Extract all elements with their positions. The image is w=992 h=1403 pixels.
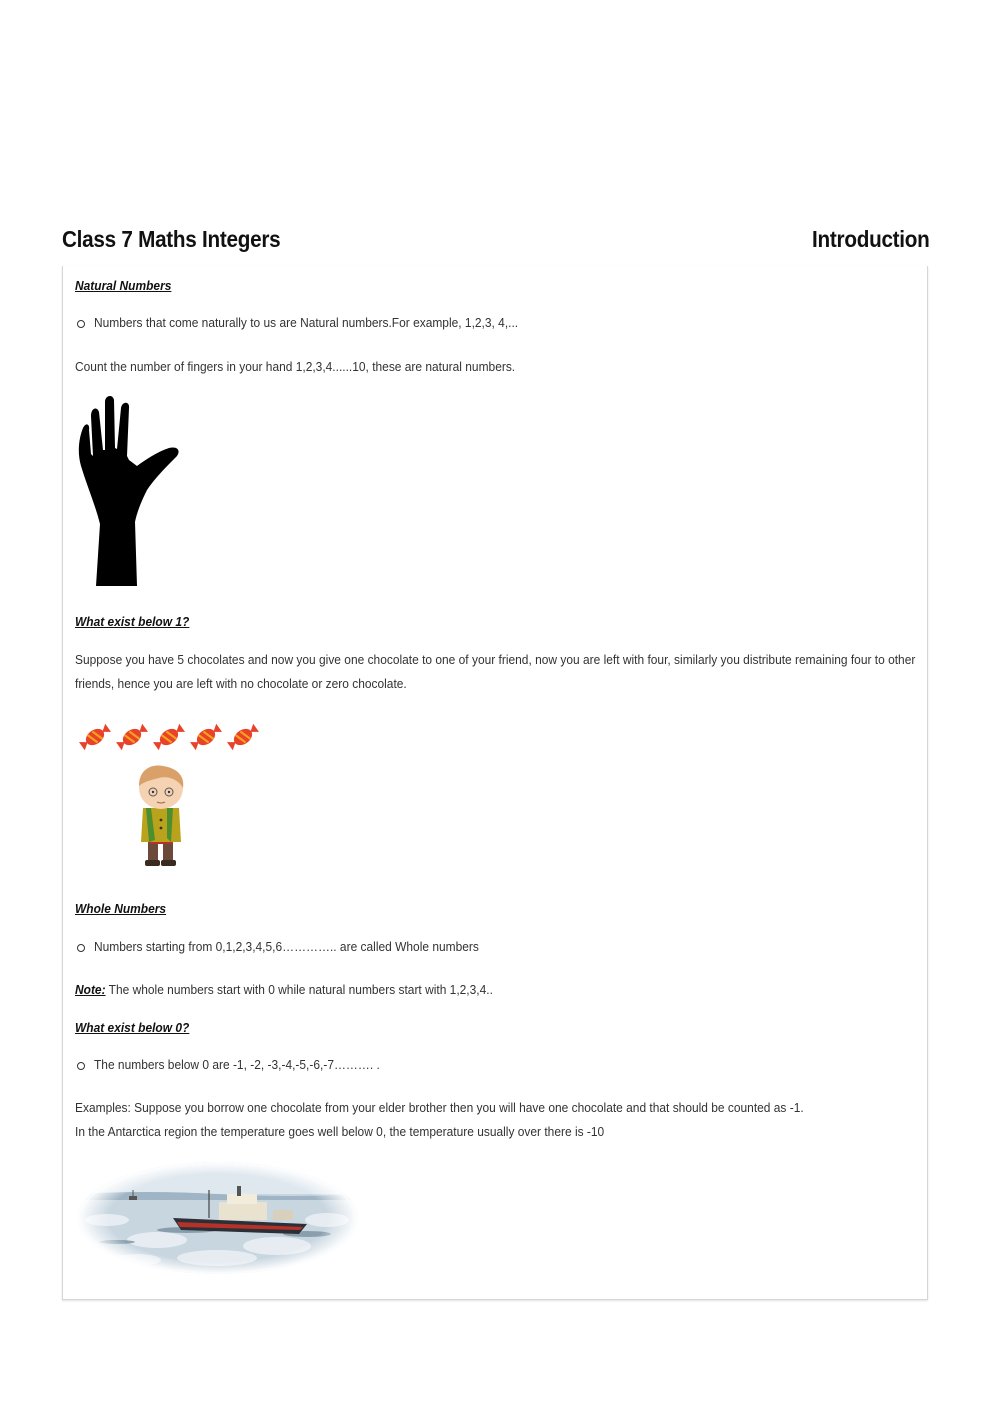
note-text: The whole numbers start with 0 while natural numbers start with 1,2,3,4.. <box>105 982 493 997</box>
candy-icon <box>226 722 260 752</box>
candy-icon <box>78 722 112 752</box>
whole-numbers-note <box>75 982 493 997</box>
natural-numbers-heading: Natural Numbers <box>75 278 172 293</box>
page-header <box>62 226 930 253</box>
below-zero-bullet: The numbers below 0 are -1, -2, -3,-4,-5,-6,-7………. . <box>94 1057 380 1072</box>
boy-illustration <box>133 762 193 870</box>
below-one-text: Suppose you have 5 chocolates and now you give one chocolate to one of your friend, now you are left with four, similarly you distribute remaining four to other friends, hence you are left with no chocolate or zero chocolate. <box>75 652 916 691</box>
candy-icon <box>189 722 223 752</box>
example-antarctica-text: In the Antarctica region the temperature goes well below 0, the temperature usually over there is -10 <box>75 1124 605 1139</box>
icebreaker-ship-image <box>77 1160 359 1276</box>
bullet-circle-icon <box>77 1062 85 1070</box>
page-title: Class 7 Maths Integers <box>62 226 281 252</box>
section-title: Introduction <box>812 226 930 252</box>
candy-icon <box>115 722 149 752</box>
bullet-circle-icon <box>77 944 85 952</box>
candy-icon <box>152 722 186 752</box>
note-label: Note: <box>75 982 106 997</box>
whole-numbers-heading: Whole Numbers <box>75 901 167 916</box>
bullet-circle-icon <box>77 320 85 328</box>
natural-numbers-bullet: Numbers that come naturally to us are Natural numbers.For example, 1,2,3, 4,... <box>94 315 519 330</box>
hand-silhouette-icon <box>77 394 183 588</box>
content-card <box>62 266 928 1300</box>
natural-numbers-text: Count the number of fingers in your hand 1,2,3,4......10, these are natural numbers. <box>75 359 516 374</box>
whole-numbers-bullet: Numbers starting from 0,1,2,3,4,5,6………….. are called Whole numbers <box>94 939 479 954</box>
below-one-heading: What exist below 1? <box>75 614 190 629</box>
below-zero-heading: What exist below 0? <box>75 1020 190 1035</box>
example-borrow-text: Examples: Suppose you borrow one chocolate from your elder brother then you will have one chocolate and that should be counted as -1. <box>75 1100 804 1115</box>
candy-row <box>77 720 263 754</box>
